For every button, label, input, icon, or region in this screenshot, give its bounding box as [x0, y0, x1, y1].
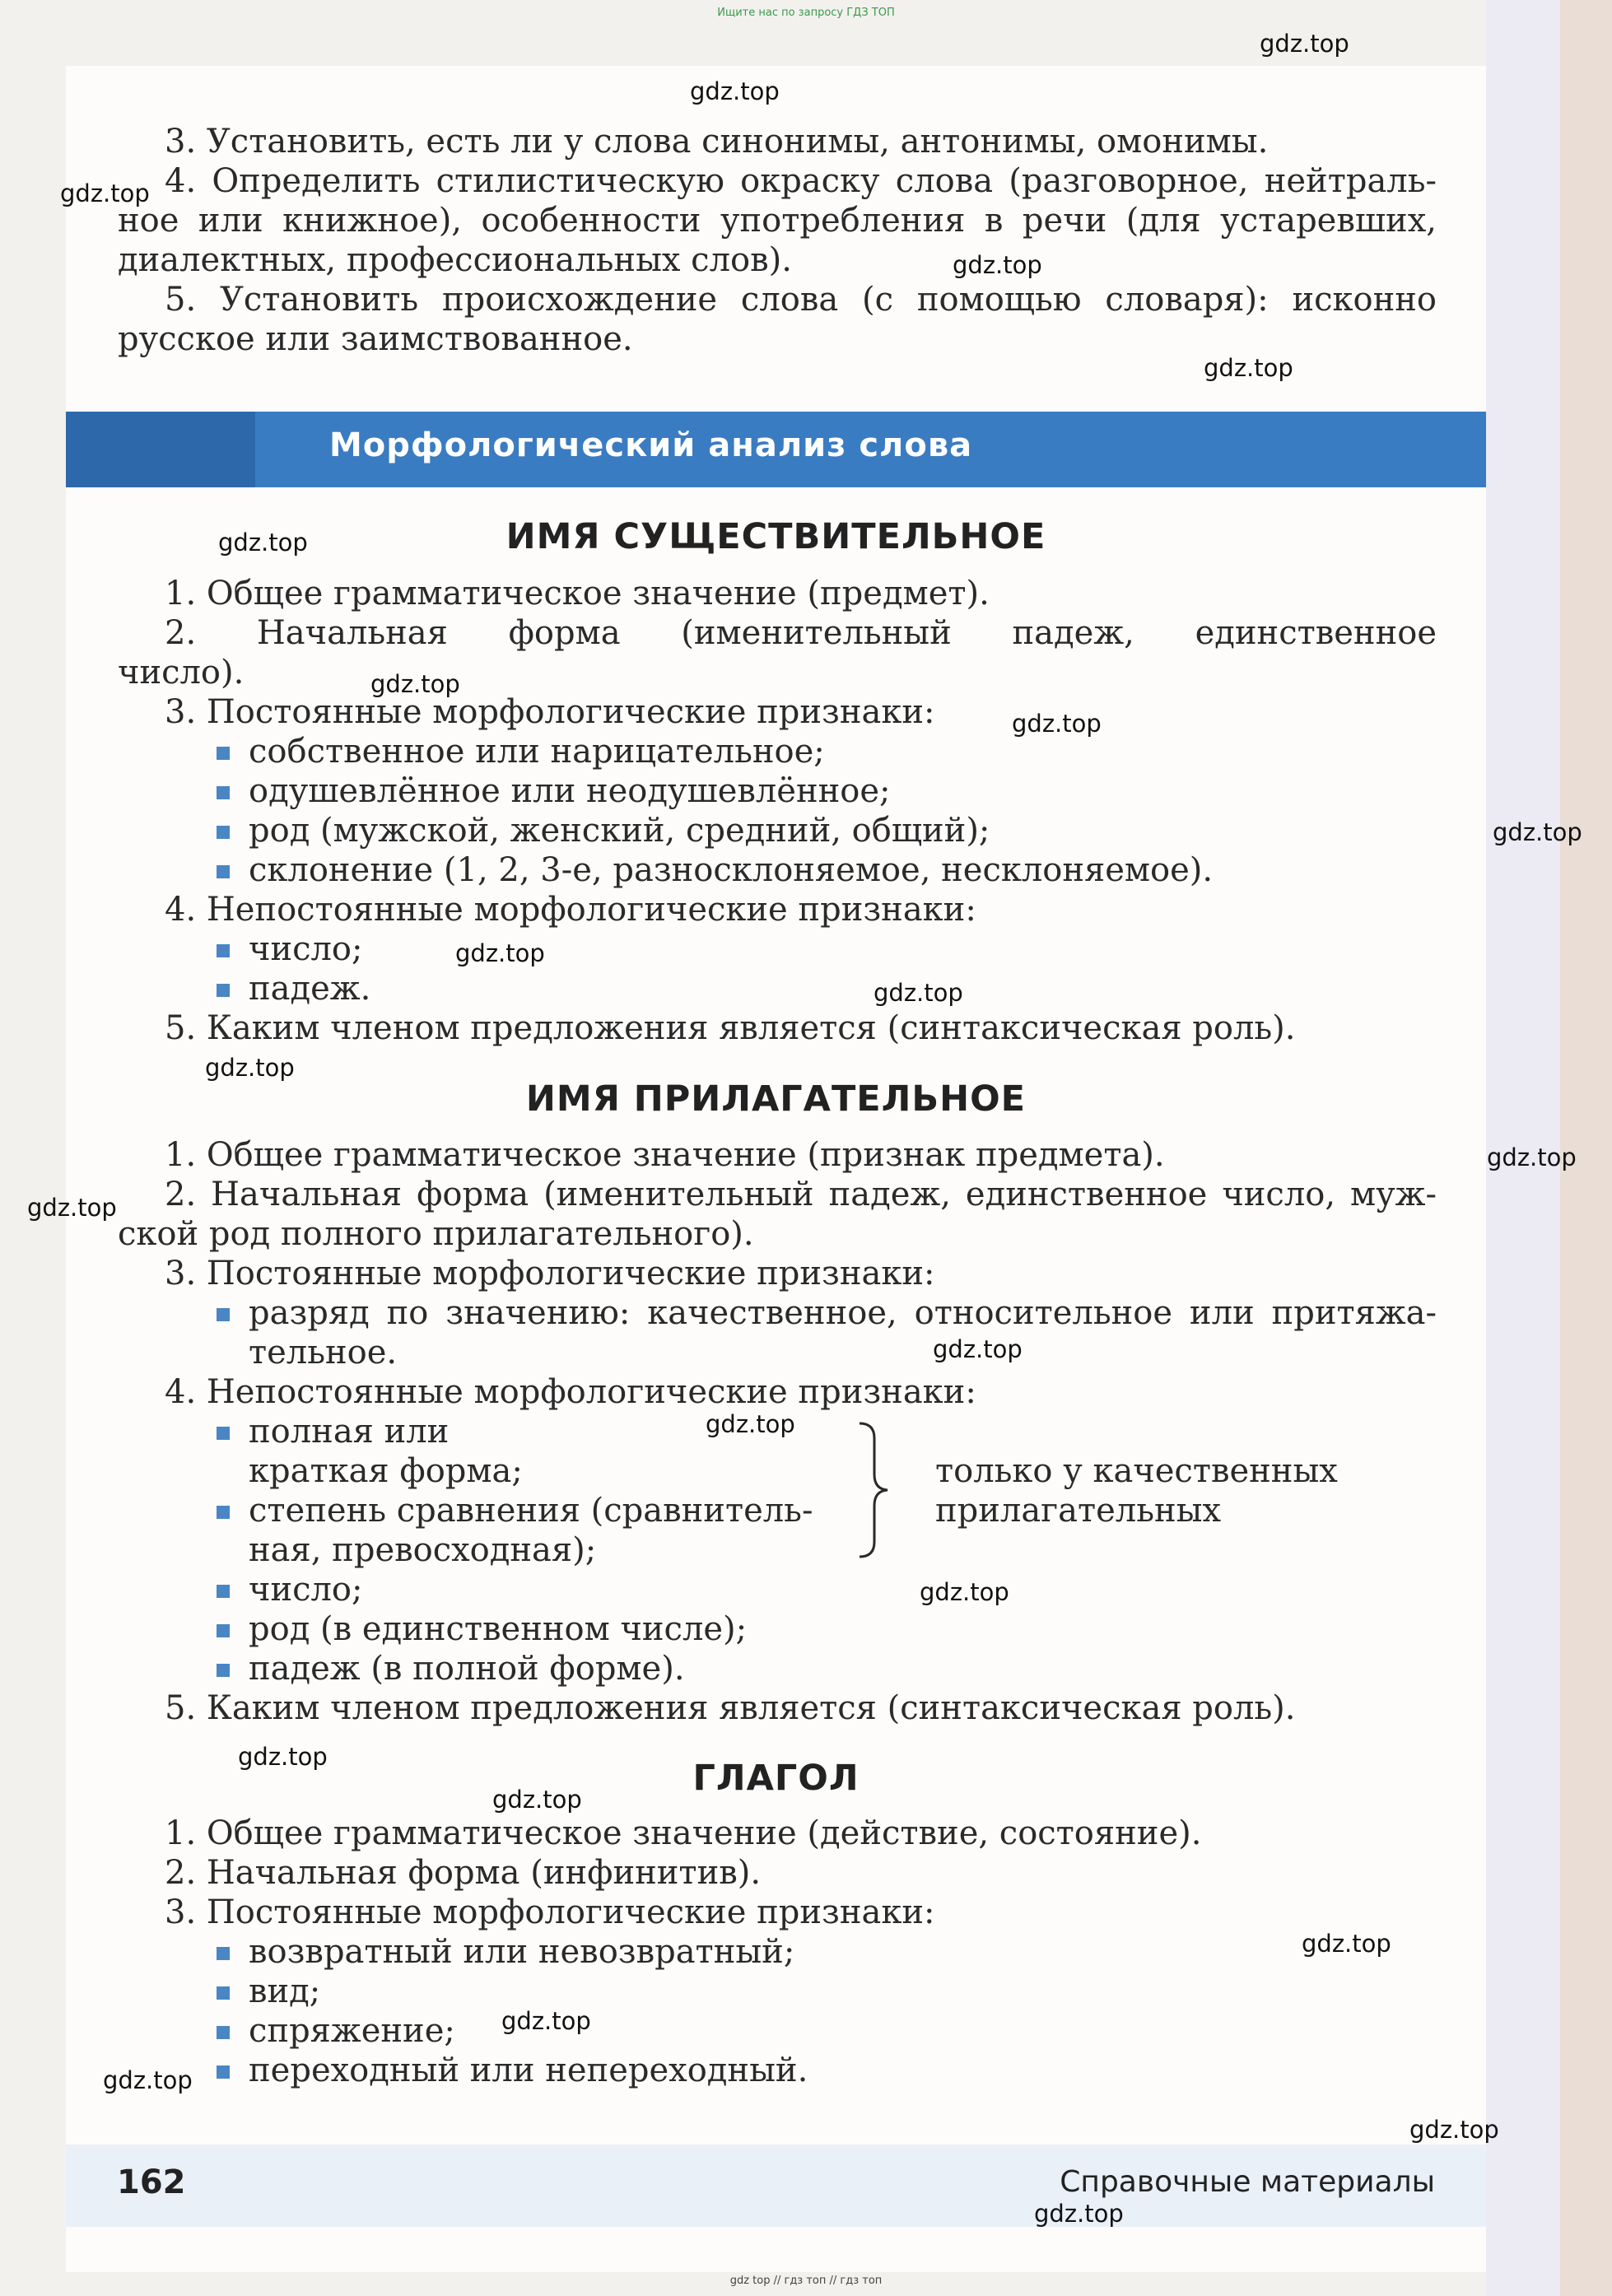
- page-number: 162: [117, 2163, 186, 2201]
- bullet-marker: [217, 2065, 230, 2079]
- bullet-marker: [217, 747, 230, 760]
- noun-line-2: 2. Начальная форма (именительный падеж, единственное: [165, 614, 1437, 652]
- watermark: gdz.top: [690, 77, 780, 105]
- section-title: Морфологический анализ слова: [329, 426, 973, 464]
- watermark: gdz.top: [706, 1410, 795, 1438]
- verb-bullet-4: переходный или непереходный.: [249, 2051, 808, 2089]
- adjective-line-5: 4. Непостоянные морфологические признаки:: [165, 1373, 976, 1411]
- verb-line-3: 3. Постоянные морфологические признаки:: [165, 1893, 935, 1931]
- watermark: gdz.top: [455, 939, 545, 967]
- adjective-bullet-2b: краткая форма;: [249, 1452, 523, 1490]
- watermark: gdz.top: [1493, 818, 1582, 846]
- bullet-marker: [217, 1664, 230, 1677]
- verb-bullet-2: вид;: [249, 1972, 321, 2010]
- adjective-bullet-6: падеж (в полной форме).: [249, 1650, 685, 1688]
- watermark: gdz.top: [27, 1194, 117, 1222]
- adjective-bullet-3a: степень сравнения (сравнитель-: [249, 1492, 813, 1530]
- watermark: gdz.top: [920, 1578, 1009, 1606]
- bullet-marker: [217, 2026, 230, 2039]
- bullet-marker: [217, 1427, 230, 1440]
- watermark: gdz.top: [103, 2066, 193, 2094]
- watermark: gdz.top: [1012, 710, 1102, 738]
- adjective-bullet-1b: тельное.: [249, 1334, 398, 1372]
- intro-line-1: 3. Установить, есть ли у слова синонимы, антонимы, омонимы.: [165, 123, 1269, 161]
- adjective-bullet-3b: ная, превосходная);: [249, 1531, 597, 1569]
- curly-brace: [856, 1420, 889, 1560]
- brace-note-line-1: только у качественных: [935, 1452, 1338, 1490]
- intro-line-4: диалектных, профессиональных слов).: [118, 241, 792, 279]
- noun-line-1: 1. Общее грамматическое значение (предмет).: [165, 575, 990, 612]
- watermark: gdz.top: [1204, 354, 1293, 382]
- bullet-marker: [217, 1947, 230, 1960]
- verb-heading: ГЛАГОЛ: [692, 1758, 860, 1799]
- adjective-line-1: 1. Общее грамматическое значение (признак предмета).: [165, 1136, 1165, 1174]
- noun-bullet-1: собственное или нарицательное;: [249, 733, 825, 771]
- adjective-line-2: 2. Начальная форма (именительный падеж, единственное число, муж-: [165, 1176, 1437, 1213]
- verb-bullet-3: спряжение;: [249, 2012, 455, 2050]
- noun-line-6: 5. Каким членом предложения является (синтаксическая роль).: [165, 1009, 1296, 1047]
- watermark: gdz.top: [218, 529, 308, 557]
- watermark: gdz.top: [370, 670, 460, 698]
- intro-line-2: 4. Определить стилистическую окраску слова (разговорное, нейтраль-: [165, 162, 1437, 200]
- watermark: gdz.top: [1034, 2200, 1124, 2228]
- intro-line-6: русское или заимствованное.: [118, 320, 633, 358]
- bullet-marker: [217, 1986, 230, 2000]
- bullet-marker: [217, 1624, 230, 1637]
- watermark: gdz.top: [492, 1786, 582, 1814]
- bullet-marker: [217, 1308, 230, 1321]
- bullet-marker: [217, 865, 230, 878]
- noun-bullet-4: склонение (1, 2, 3-е, разносклоняемое, несклоняемое).: [249, 851, 1214, 889]
- noun-bullet-3: род (мужской, женский, средний, общий);: [249, 812, 990, 850]
- adjective-line-3: ской род полного прилагательного).: [118, 1215, 754, 1253]
- adjective-bullet-4: число;: [249, 1571, 363, 1609]
- adjective-line-4: 3. Постоянные морфологические признаки:: [165, 1255, 935, 1292]
- noun-line-4: 3. Постоянные морфологические признаки:: [165, 693, 935, 731]
- bullet-marker: [217, 826, 230, 839]
- section-bar-accent: [66, 412, 255, 487]
- intro-line-5: 5. Установить происхождение слова (с помощью словаря): исконно: [165, 281, 1437, 319]
- adjective-heading: ИМЯ ПРИЛАГАТЕЛЬНОЕ: [525, 1078, 1027, 1120]
- bullet-marker: [217, 1506, 230, 1519]
- noun-line-5: 4. Непостоянные морфологические признаки:: [165, 891, 976, 929]
- top-note: Ищите нас по запросу ГДЗ ТОП: [717, 7, 895, 19]
- watermark: gdz.top: [874, 979, 963, 1007]
- noun-heading: ИМЯ СУЩЕСТВИТЕЛЬНОЕ: [505, 516, 1046, 557]
- bullet-marker: [217, 786, 230, 799]
- noun-bullet-2: одушевлённое или неодушевлённое;: [249, 772, 891, 810]
- bullet-marker: [217, 984, 230, 997]
- noun-bullet-5: число;: [249, 930, 363, 968]
- watermark: gdz.top: [1302, 1930, 1391, 1958]
- watermark: gdz.top: [501, 2007, 591, 2035]
- bullet-marker: [217, 1585, 230, 1598]
- adjective-line-6: 5. Каким членом предложения является (синтаксическая роль).: [165, 1689, 1296, 1727]
- footer-title: Справочные материалы: [1060, 2165, 1435, 2199]
- noun-line-3: число).: [118, 654, 245, 692]
- section-title-bar: [66, 412, 1486, 487]
- adjective-bullet-5: род (в единственном числе);: [249, 1610, 748, 1648]
- intro-line-3: ное или книжное), особенности употребления в речи (для устаревших,: [118, 202, 1437, 240]
- brace-note-line-2: прилагательных: [935, 1492, 1222, 1530]
- watermark: gdz.top: [1409, 2116, 1499, 2144]
- adjective-bullet-1a: разряд по значению: качественное, относительное или притяжа-: [249, 1294, 1437, 1332]
- bottom-note: gdz top // гдз топ // гдз топ: [729, 2275, 883, 2287]
- verb-line-1: 1. Общее грамматическое значение (действие, состояние).: [165, 1814, 1202, 1852]
- watermark: gdz.top: [1487, 1143, 1577, 1171]
- noun-bullet-6: падеж.: [249, 970, 371, 1008]
- watermark: gdz.top: [205, 1054, 295, 1082]
- watermark: gdz.top: [60, 179, 150, 207]
- verb-bullet-1: возвратный или невозвратный;: [249, 1933, 795, 1971]
- watermark: gdz.top: [1260, 30, 1349, 58]
- watermark: gdz.top: [238, 1743, 328, 1771]
- verb-line-2: 2. Начальная форма (инфинитив).: [165, 1854, 762, 1892]
- bullet-marker: [217, 944, 230, 957]
- watermark: gdz.top: [953, 251, 1042, 279]
- watermark: gdz.top: [933, 1335, 1023, 1363]
- adjective-bullet-2a: полная или: [249, 1413, 450, 1451]
